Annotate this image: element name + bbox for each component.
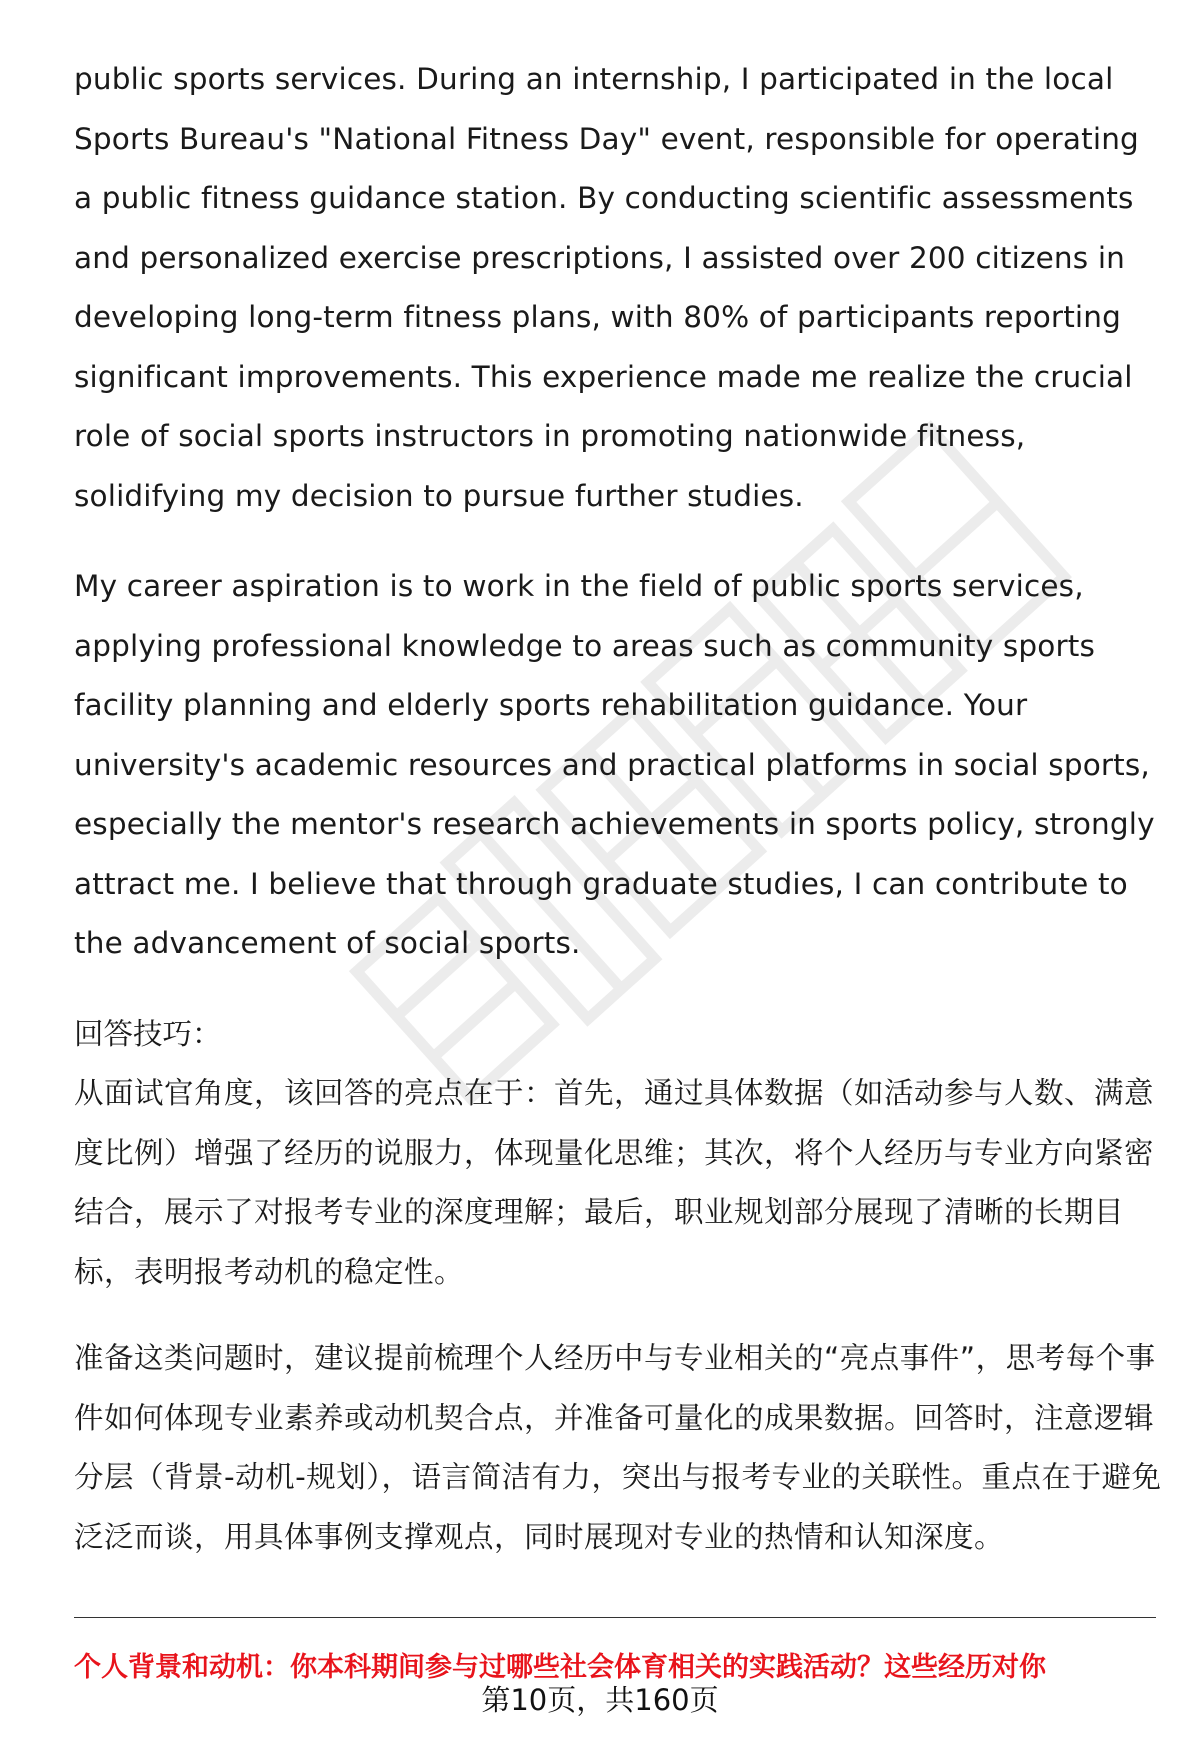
page-indicator: 第10页，共160页 <box>481 1683 719 1717</box>
tips-paragraph-highlights: 从面试官角度，该回答的亮点在于：首先，通过具体数据（如活动参与人数、满意度比例）增强了经历的说服力，体现量化思维；其次，将个人经历与专业方向紧密结合，展示了对报考专业的深度理解；最后，职业规划部分展现了清晰的长期目标，表明报考动机的稳定性。 <box>74 1076 1155 1289</box>
tips-paragraph-preparation: 准备这类问题时，建议提前梳理个人经历中与专业相关的“亮点事件”，思考每个事件如何体现专业素养或动机契合点，并准备可量化的成果数据。回答时，注意逻辑分层（背景-动机-规划），语言简洁有力，突出与报考专业的关联性。重点在于避免泛泛而谈，用具体事例支撑观点，同时展现对专业的热情和认知深度。 <box>74 1341 1162 1554</box>
document-body <box>74 50 1164 1567</box>
next-question-heading: 个人背景和动机：你本科期间参与过哪些社会体育相关的实践活动？这些经历对你 <box>74 1652 1046 1683</box>
answer-paragraph-career: My career aspiration is to work in the field of public sports services, applying professional knowledge to areas such as community sports facility planning and elderly sports rehabilitation guidance. Your university's academic resources and practical platforms in social sports, especially the mentor's research achievements in sports policy, strongly attract me. I believe that through graduate studies, I can contribute to the advancement of social sports. <box>74 569 1155 960</box>
tips-heading: 回答技巧： <box>74 1016 222 1051</box>
section-divider <box>74 1617 1156 1618</box>
answer-paragraph-experience: public sports services. During an internship, I participated in the local Sports Bureau's "National Fitness Day" event, responsible for operating a public fitness guidance station. By conducting scientific assessments and personalized exercise prescriptions, I assisted over 200 citizens in developing long-term fitness plans, with 80% of participants reporting significant improvements. This experience made me realize the crucial role of social sports instructors in promoting nationwide fitness, solidifying my decision to pursue further studies. <box>74 62 1139 513</box>
